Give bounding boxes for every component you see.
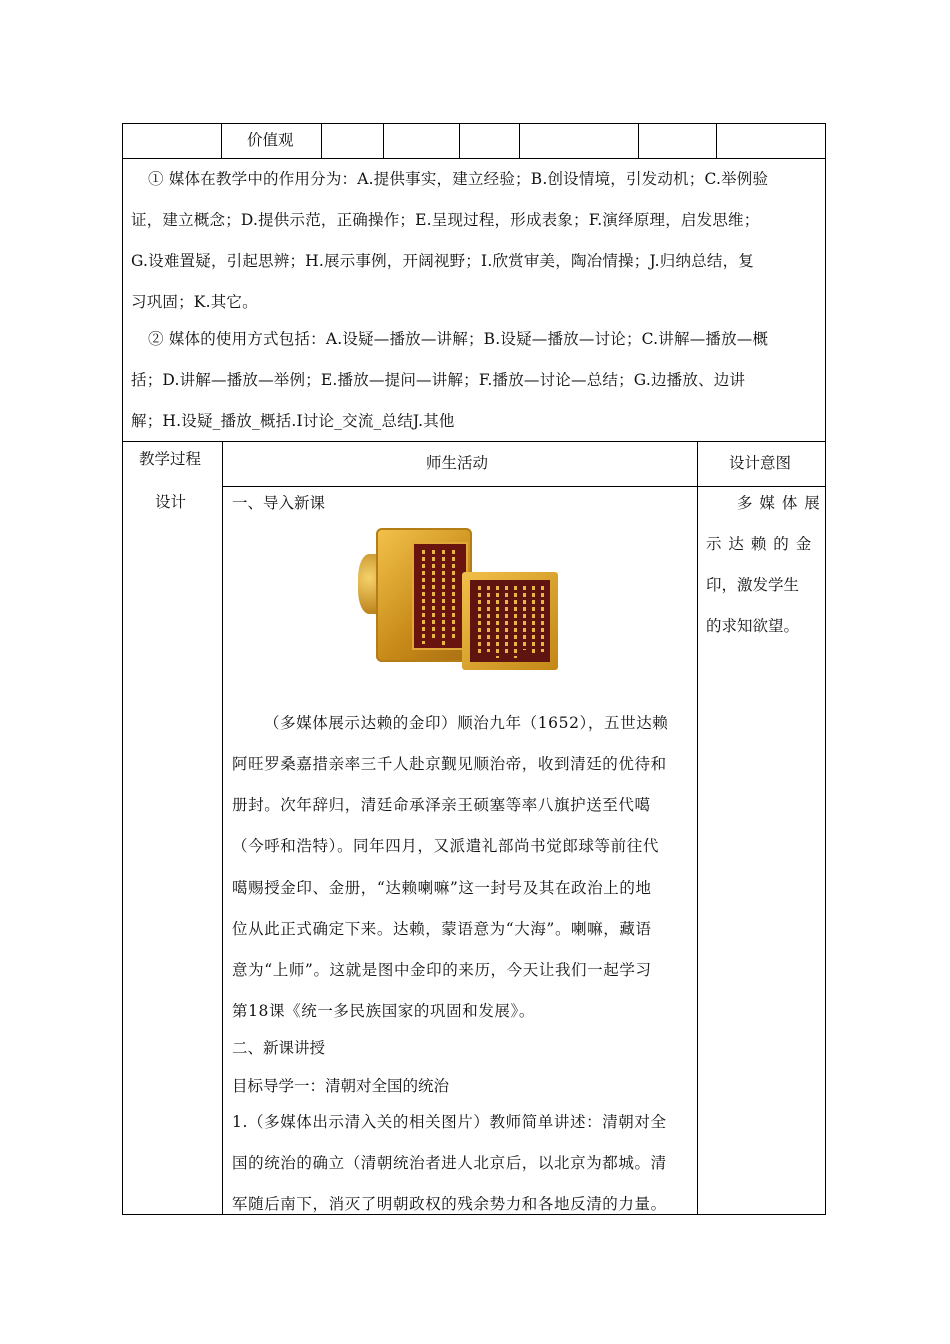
note-line: ② 媒体的使用方式包括：A.设疑—播放—讲解；B.设疑—播放—讨论；C.讲解—播放—概 xyxy=(148,330,769,348)
values-cell xyxy=(384,124,460,158)
seal-imprint xyxy=(462,572,558,670)
note-line: G.设难置疑，引起思辨；H.展示事例，开阔视野；I.欣赏审美，陶冶情操；J.归纳总结，复 xyxy=(131,252,754,270)
paragraph-line: 阿旺罗桑嘉措亲率三千人赴京觐见顺治帝，收到清廷的优待和 xyxy=(232,755,667,773)
item-line: 军随后南下，消灭了明朝政权的残余势力和各地反清的力量。 xyxy=(232,1195,667,1213)
note-line: 解；H.设疑_播放_概括.I讨论_交流_总结J.其他 xyxy=(131,412,455,430)
intent-line: 示 达 赖 的 金 xyxy=(706,535,813,553)
item-line: 国的统治的确立（清朝统治者进人北京后，以北京为都城。清 xyxy=(232,1154,667,1172)
paragraph-line: 册封。次年辞归，清廷命承泽亲王硕塞等率八旗护送至代噶 xyxy=(232,796,651,814)
column-divider xyxy=(222,442,223,1214)
section-heading: 一、导入新课 xyxy=(232,494,326,512)
note-line: 括；D.讲解—播放—举例；E.播放—提问—讲解；F.播放—讨论—总结；G.边播放、边讲 xyxy=(131,371,746,389)
intent-line: 的求知欲望。 xyxy=(706,617,800,635)
column-divider xyxy=(697,442,698,1214)
golden-seal-image xyxy=(358,524,562,674)
intent-line: 多 媒 体 展 xyxy=(737,494,821,512)
paragraph-line: （今呼和浩特）。同年四月，又派遣礼部尚书觉郎球等前往代 xyxy=(232,837,659,855)
section-heading: 二、新课讲授 xyxy=(232,1039,326,1057)
note-line: 证，建立概念；D.提供示范，正确操作；E.呈现过程，形成表象；F.演绎原理，启发思维； xyxy=(131,211,760,229)
process-label: 教学过程 xyxy=(139,450,202,468)
column-header-activity: 师生活动 xyxy=(426,454,489,472)
values-cell xyxy=(123,124,222,158)
column-header-intent: 设计意图 xyxy=(729,454,792,472)
paragraph-line: （多媒体展示达赖的金印）顺治九年（1652），五世达赖 xyxy=(264,714,669,732)
paragraph-line: 位从此正式确定下来。达赖，蒙语意为“大海”。喇嘛，藏语 xyxy=(232,920,652,938)
values-row xyxy=(122,123,826,159)
note-line: ① 媒体在教学中的作用分为：A.提供事实，建立经验；B.创设情境，引发动机；C.举例验 xyxy=(148,170,769,188)
intent-line: 印，激发学生 xyxy=(706,576,800,594)
process-label-design: 设计 xyxy=(155,493,187,511)
values-cell xyxy=(639,124,717,158)
note-line: 习巩固；K.其它。 xyxy=(131,293,258,311)
goal-heading: 目标导学一：清朝对全国的统治 xyxy=(232,1077,450,1095)
values-cell xyxy=(520,124,639,158)
values-label: 价值观 xyxy=(247,131,294,149)
values-cell xyxy=(460,124,520,158)
seal-face xyxy=(412,542,468,650)
paragraph-line: 意为“上师”。这就是图中金印的来历，今天让我们一起学习 xyxy=(232,961,652,979)
header-divider xyxy=(222,486,825,487)
paragraph-line: 第18课《统一多民族国家的巩固和发展》。 xyxy=(232,1002,535,1020)
values-cell xyxy=(322,124,384,158)
item-line: 1.（多媒体出示清入关的相关图片）教师简单讲述：清朝对全 xyxy=(232,1113,667,1131)
paragraph-line: 噶赐授金印、金册，“达赖喇嘛”这一封号及其在政治上的地 xyxy=(232,879,652,897)
